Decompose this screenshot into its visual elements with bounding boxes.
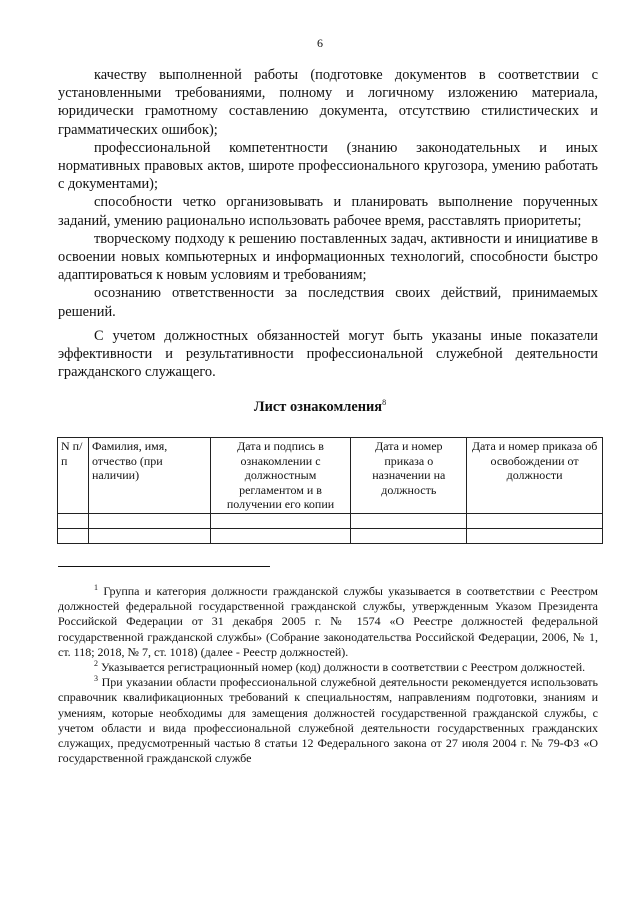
sheet-title-text: Лист ознакомления <box>253 398 383 415</box>
header-number: N п/п <box>58 438 89 514</box>
table-row <box>58 513 603 528</box>
paragraph-creativity: творческому подходу к решению поставленных задач, активности и инициативе в освоении новых компьютерных и информационных технологий, способности быстро адаптироваться к новым условиям и требованиям; <box>58 230 598 284</box>
footnote-1-text: Группа и категория должности гражданской службы указывается в соответствии с Реестром должностей федеральной государственной гражданской службы, утвержденным Указом Президента Российской Федерации от 31 декабря 2005 г. № 1574 «О Реестре должностей федеральной государственной гражданской службы» (Собрание законодательства Российской Федерации, 2006, № 1, ст. 118; 2018, № 7, ст. 1018) (далее - Реестр должностей). <box>58 584 599 659</box>
table-cell <box>351 513 467 528</box>
acknowledgement-table <box>57 437 603 544</box>
footnote-3-number: 3 <box>94 674 98 684</box>
table-cell <box>58 513 89 528</box>
body-text <box>58 66 598 381</box>
table-row <box>58 528 603 543</box>
footnote-1 <box>58 584 598 660</box>
footnote-3-text: При указании области профессиональной служебной деятельности рекомендуется использовать справочник квалификационных требований к специальностям, направлениям подготовки, знаниям и умениям, которые необходимы для замещения должностей государственной гражданской службы, с учетом области и вида профессиональной служебной деятельности государственных гражданских служащих, предусмотренный частью 8 статьи 12 Федерального закона от 27 июля 2004 г. № 79-ФЗ «О государственной гражданской службе <box>58 675 598 766</box>
header-full-name: Фамилия, имя, отчество (при наличии) <box>88 438 210 514</box>
footnote-2-number: 2 <box>94 659 98 669</box>
table-cell <box>58 528 89 543</box>
page-number: 6 <box>317 36 323 50</box>
table-header-row <box>58 438 603 514</box>
paragraph-planning: способности четко организовывать и планировать выполнение порученных заданий, умению рационально использовать рабочее время, расставлять приоритеты; <box>58 194 598 229</box>
footnote-divider <box>58 566 270 567</box>
table-cell <box>210 513 351 528</box>
table-cell <box>88 513 210 528</box>
footnote-3 <box>58 675 598 766</box>
paragraph-other-indicators: С учетом должностных обязанностей могут быть указаны иные показатели эффективности и результативности профессиональной служебной деятельности гражданского служащего. <box>58 327 598 381</box>
header-signature-date: Дата и подпись в ознакомлении с должностным регламентом и в получении его копии <box>210 438 351 514</box>
table-cell <box>210 528 351 543</box>
table-cell <box>351 528 467 543</box>
header-appointment-order: Дата и номер приказа о назначении на должность <box>351 438 467 514</box>
header-dismissal-order: Дата и номер приказа об освобождении от должности <box>467 438 603 514</box>
footnote-2 <box>58 660 598 675</box>
footnote-1-number: 1 <box>94 583 98 592</box>
acknowledgement-sheet-title <box>0 398 640 416</box>
footnotes <box>58 584 598 766</box>
table-cell <box>467 513 603 528</box>
table-cell <box>88 528 210 543</box>
paragraph-responsibility: осознанию ответственности за последствия своих действий, принимаемых решений. <box>58 285 598 320</box>
paragraph-competence: профессиональной компетентности (знанию законодательных и иных нормативных правовых актов, широте профессионального кругозора, умению работать с документами); <box>58 139 598 193</box>
paragraph-work-quality: качеству выполненной работы (подготовке документов в соответствии с установленными требованиями, полному и логичному изложению материала, юридически грамотному составлению документа, отсутствию стилистических и грамматических ошибок); <box>58 67 598 138</box>
table-cell <box>467 528 603 543</box>
sheet-title-footnote-ref: 8 <box>382 398 387 407</box>
footnote-2-text: Указывается регистрационный номер (код) должности в соответствии с Реестром должностей. <box>101 660 586 675</box>
